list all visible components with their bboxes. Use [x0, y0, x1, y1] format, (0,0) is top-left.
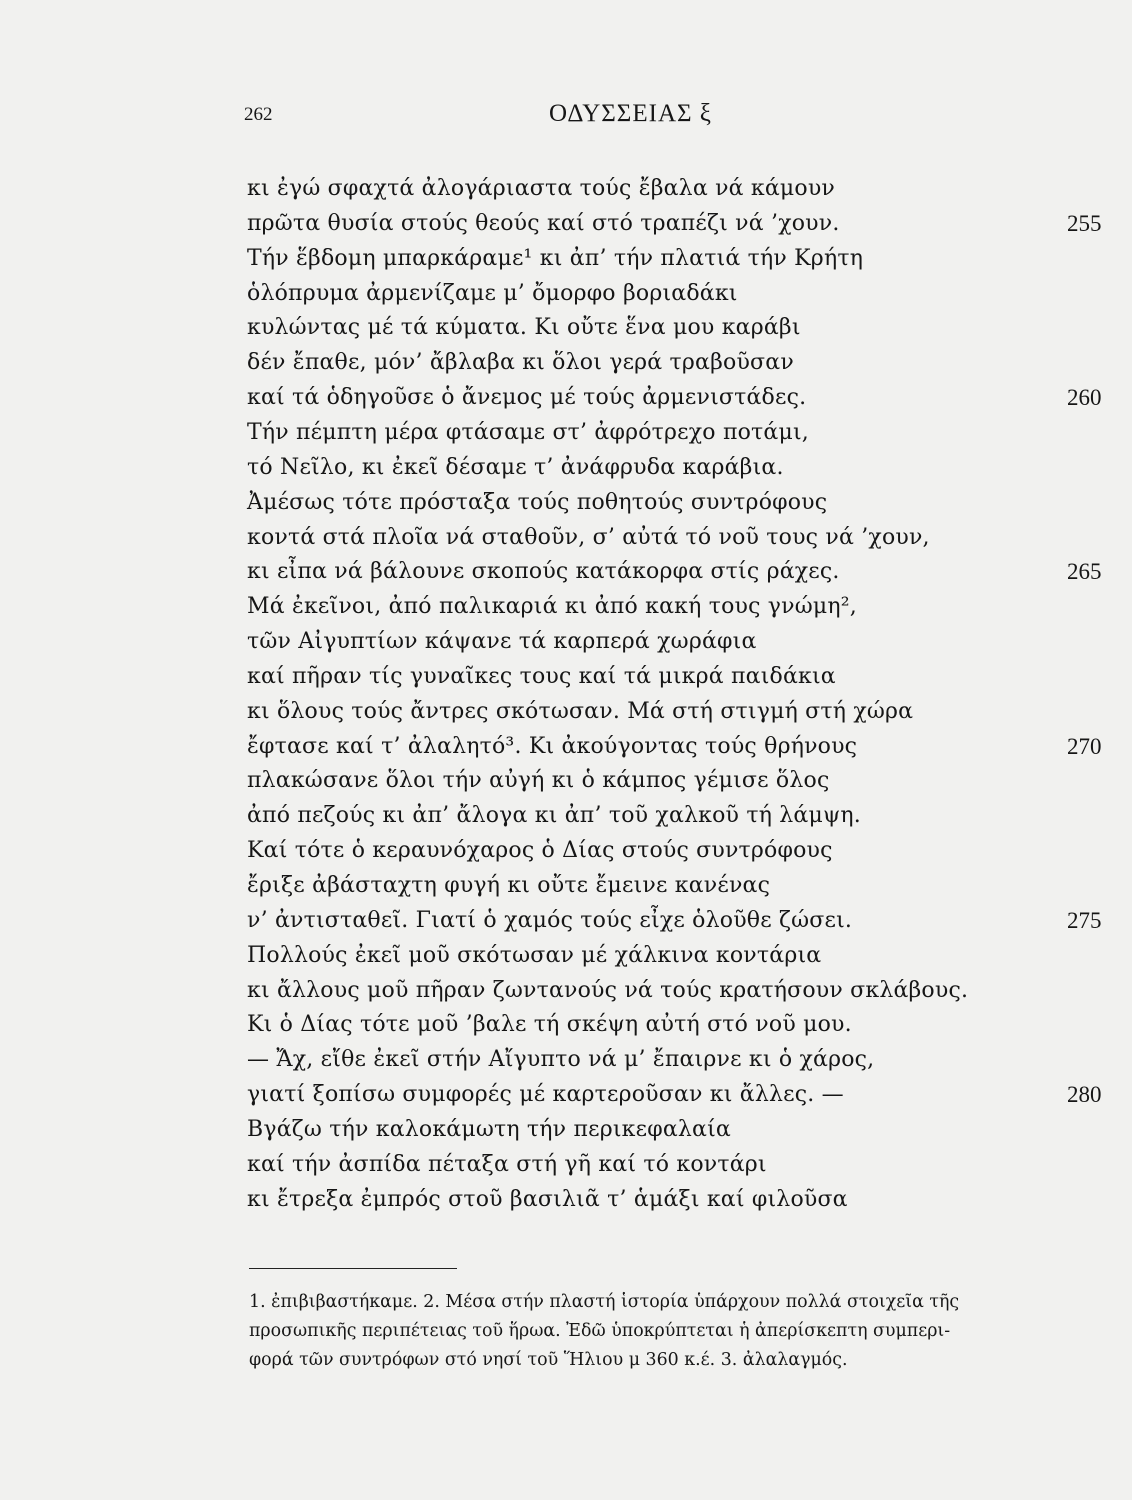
verse-line	[0, 1148, 1132, 1182]
verse-line	[0, 311, 1132, 345]
footnote-line: προσωπικῆς περιπέτειας τοῦ ἥρωα. Ἐδῶ ὑποκρύπτεται ἡ ἀπερίσκεπτη συμπερι-	[249, 1321, 951, 1341]
verse-text: ν’ ἀντισταθεῖ. Γιατί ὁ χαμός τούς εἶχε ὁλοῦθε ζώσει.	[247, 907, 853, 933]
verse-line	[0, 277, 1132, 311]
verse-text: Τήν ἕβδομη μπαρκάραμε¹ κι ἀπ’ τήν πλατιά τήν Κρήτη	[247, 245, 864, 271]
verse-text: τό Νεῖλο, κι ἐκεῖ δέσαμε τ’ ἀνάφρυδα καράβια.	[247, 454, 784, 480]
verse-line	[0, 416, 1132, 450]
verse-text: κι ὅλους τούς ἄντρες σκότωσαν. Μά στή στιγμή στή χώρα	[247, 698, 914, 724]
footnote-line: φορά τῶν συντρόφων στό νησί τοῦ Ἥλιου μ 360 κ.έ. 3. ἀλαλαγμός.	[249, 1350, 848, 1370]
verse-line	[0, 381, 1132, 415]
verse-text: — Ἄχ, εἴθε ἐκεῖ στήν Αἴγυπτο νά μ’ ἔπαιρνε κι ὁ χάρος,	[247, 1047, 875, 1073]
verse-text: κοντά στά πλοῖα νά σταθοῦν, σ’ αὐτά τό νοῦ τους νά ’χουν,	[247, 524, 930, 550]
verse-line	[0, 1113, 1132, 1147]
verse-line	[0, 939, 1132, 973]
verse-line	[0, 904, 1132, 938]
verse-text: Βγάζω τήν καλοκάμωτη τήν περικεφαλαία	[247, 1116, 731, 1142]
verse-line	[0, 346, 1132, 380]
verse-line	[0, 730, 1132, 764]
verse-text: κι ἔτρεξα ἐμπρός στοῦ βασιλιᾶ τ’ ἁμάξι καί φιλοῦσα	[247, 1186, 848, 1212]
verse-text: Πολλούς ἐκεῖ μοῦ σκότωσαν μέ χάλκινα κοντάρια	[247, 942, 822, 968]
verse-line	[0, 1008, 1132, 1042]
verse-text: τῶν Αἰγυπτίων κάψανε τά καρπερά χωράφια	[247, 629, 757, 655]
footnote-line: 1. ἐπιβιβαστήκαμε. 2. Μέσα στήν πλαστή ἱστορία ὑπάρχουν πολλά στοιχεῖα τῆς	[249, 1292, 960, 1312]
verse-text: καί πῆραν τίς γυναῖκες τους καί τά μικρά παιδάκια	[247, 663, 836, 689]
verse-text: Ἀμέσως τότε πρόσταξα τούς ποθητούς συντρόφους	[247, 489, 828, 515]
verse-number: 270	[1067, 733, 1102, 759]
verse-line	[0, 207, 1132, 241]
verse-line	[0, 555, 1132, 589]
verse-line	[0, 869, 1132, 903]
verse-number: 255	[1067, 210, 1102, 236]
verse-text: γιατί ξοπίσω συμφορές μέ καρτεροῦσαν κι ἄλλες. —	[247, 1082, 844, 1108]
verse-line	[0, 974, 1132, 1008]
verse-line	[0, 242, 1132, 276]
verse-text: Καί τότε ὁ κεραυνόχαρος ὁ Δίας στούς συντρόφους	[247, 838, 833, 864]
verse-line	[0, 764, 1132, 798]
verse-text: καί τήν ἀσπίδα πέταξα στή γῆ καί τό κοντάρι	[247, 1151, 767, 1177]
verse-line	[0, 625, 1132, 659]
verse-text: ὁλόπρυμα ἀρμενίζαμε μ’ ὄμορφο βοριαδάκι	[247, 280, 738, 306]
footnote-rule	[249, 1268, 457, 1269]
verse-text: κι ἐγώ σφαχτά ἀλογάριαστα τούς ἔβαλα νά κάμουν	[247, 176, 835, 201]
verse-line	[0, 799, 1132, 833]
verse-line	[0, 1183, 1132, 1217]
verse-text: κι εἶπα νά βάλουνε σκοπούς κατάκορφα στίς ράχες.	[247, 559, 840, 585]
verse-line	[0, 590, 1132, 624]
verse-text: Μά ἐκεῖνοι, ἀπό παλικαριά κι ἀπό κακή τους γνώμη²,	[247, 594, 857, 620]
verse-text: ἔριξε ἀβάσταχτη φυγή κι οὔτε ἔμεινε κανένας	[247, 873, 771, 898]
verse-line	[0, 486, 1132, 520]
verse-number: 275	[1067, 907, 1102, 933]
verse-line	[0, 1078, 1132, 1112]
footnotes	[249, 1288, 1117, 1375]
verse-number: 265	[1067, 559, 1102, 585]
verse-line	[0, 521, 1132, 555]
verse-line	[0, 660, 1132, 694]
verse-text: κι ἄλλους μοῦ πῆραν ζωντανούς νά τούς κρατήσουν σκλάβους.	[247, 977, 969, 1003]
verse-line	[0, 834, 1132, 868]
verse-text: πρῶτα θυσία στούς θεούς καί στό τραπέζι νά ’χουν.	[247, 210, 840, 236]
verse-text: πλακώσανε ὅλοι τήν αὐγή κι ὁ κάμπος γέμισε ὅλος	[247, 768, 830, 794]
verse-text: δέν ἔπαθε, μόν’ ἄβλαβα κι ὅλοι γερά τραβοῦσαν	[247, 350, 794, 376]
verse-text: ἔφτασε καί τ’ ἀλαλητό³. Κι ἀκούγοντας τούς θρήνους	[247, 733, 858, 759]
page-number: 262	[244, 104, 273, 125]
verse-number: 260	[1067, 385, 1102, 411]
verse-line	[0, 1043, 1132, 1077]
verse-line	[0, 172, 1132, 206]
running-title: ΟΔΥΣΣΕΙΑΣ ξ	[549, 100, 712, 127]
verse-text: καί τά ὁδηγοῦσε ὁ ἄνεμος μέ τούς ἀρμενιστάδες.	[247, 385, 807, 411]
verse-text: ἀπό πεζούς κι ἀπ’ ἄλογα κι ἀπ’ τοῦ χαλκοῦ τή λάμψη.	[247, 803, 861, 829]
verse-number: 280	[1067, 1082, 1102, 1108]
verse-text: κυλώντας μέ τά κύματα. Κι οὔτε ἕνα μου καράβι	[247, 315, 801, 341]
verse-text: Κι ὁ Δίας τότε μοῦ ’βαλε τή σκέψη αὐτή στό νοῦ μου.	[247, 1012, 852, 1038]
page-header	[0, 100, 1132, 136]
verse-line	[0, 451, 1132, 485]
verse-text: Τήν πέμπτη μέρα φτάσαμε στ’ ἀφρότρεχο ποτάμι,	[247, 419, 809, 445]
verse-line	[0, 695, 1132, 729]
